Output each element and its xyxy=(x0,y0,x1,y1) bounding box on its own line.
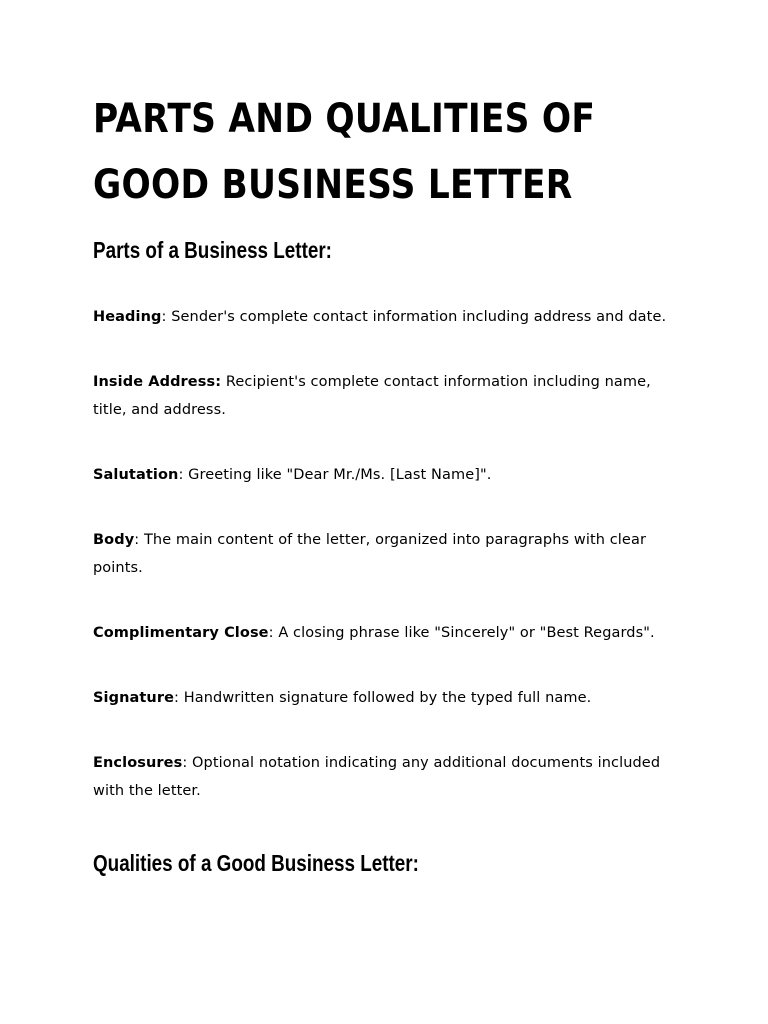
part-item-body xyxy=(93,526,683,582)
document-title: PARTS AND QUALITIES OF GOOD BUSINESS LETTER xyxy=(93,96,596,208)
part-separator: : xyxy=(178,467,189,483)
part-term: Signature xyxy=(93,690,175,706)
part-term: Salutation xyxy=(93,467,179,483)
part-description: Recipient's complete contact information including name, title, and address. xyxy=(93,374,651,418)
part-term: Inside Address: xyxy=(93,374,222,390)
part-description: Optional notation indicating any additional documents included with the letter. xyxy=(93,755,661,799)
part-item-inside-address xyxy=(93,368,683,424)
document-page xyxy=(93,86,683,878)
part-separator: : xyxy=(134,532,144,548)
parts-list xyxy=(93,303,683,805)
part-separator: : xyxy=(161,309,172,325)
part-separator: : xyxy=(268,625,279,641)
part-separator: : xyxy=(182,755,193,771)
part-description: A closing phrase like "Sincerely" or "Best Regards". xyxy=(278,625,655,641)
parts-section-heading: Parts of a Business Letter: xyxy=(93,237,332,263)
qualities-section-heading: Qualities of a Good Business Letter: xyxy=(93,850,419,876)
part-item-complimentary-close xyxy=(93,619,683,647)
part-description: Greeting like "Dear Mr./Ms. [Last Name]". xyxy=(188,467,492,483)
part-term: Body xyxy=(93,532,135,548)
part-item-heading xyxy=(93,303,683,331)
part-term: Enclosures xyxy=(93,755,183,771)
part-term: Heading xyxy=(93,309,162,325)
part-description: Sender's complete contact information including address and date. xyxy=(171,309,667,325)
part-term: Complimentary Close xyxy=(93,625,269,641)
part-item-signature xyxy=(93,684,683,712)
part-item-salutation xyxy=(93,461,683,489)
part-description: Handwritten signature followed by the typed full name. xyxy=(183,690,592,706)
part-separator: : xyxy=(174,690,184,706)
part-item-enclosures xyxy=(93,749,683,805)
part-description: The main content of the letter, organized into paragraphs with clear points. xyxy=(93,532,647,576)
